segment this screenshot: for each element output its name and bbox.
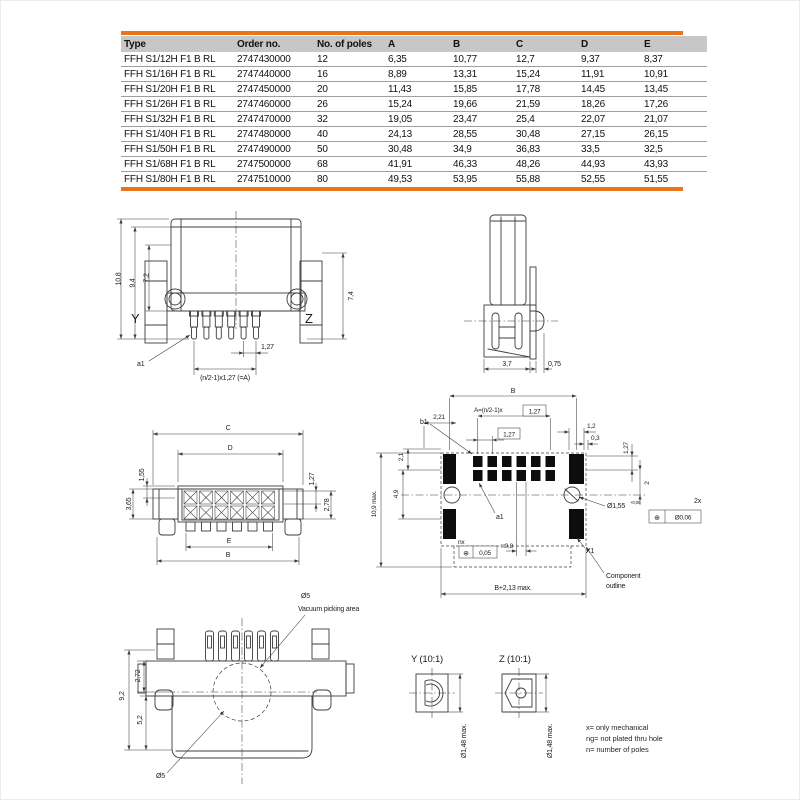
table-bottom-accent-bar xyxy=(121,187,683,191)
cell-d: 44,93 xyxy=(578,157,641,172)
nx-label: nx xyxy=(458,539,465,546)
cell-type: FFH S1/12H F1 B RL xyxy=(124,53,216,65)
cell-a: 19,05 xyxy=(385,112,450,127)
cell-e: 21,07 xyxy=(641,112,707,127)
detail-y-title: Y (10:1) xyxy=(411,654,444,665)
pad-b1-label: b1 xyxy=(420,419,428,426)
dimension-lines xyxy=(117,219,347,375)
cell-c: 55,88 xyxy=(513,172,578,187)
cell-type: FFH S1/32H F1 B RL xyxy=(121,112,234,127)
front-view-drawing xyxy=(111,207,356,387)
cell-c: 21,59 xyxy=(513,97,578,112)
dim-label-pitch-total: (n/2-1)x1,27 (=A) xyxy=(200,375,250,382)
column-header: Type xyxy=(124,38,146,50)
cell-order-no: 2747510000 xyxy=(234,172,314,187)
dim-label-a-boxed: 1,27 xyxy=(528,408,541,416)
dim-label-b: B xyxy=(510,388,516,395)
cell-a: 6,35 xyxy=(388,53,407,65)
position-tolerance-icon: ⊕ xyxy=(654,515,660,522)
vacuum-diameter-label-bottom: Ø5 xyxy=(156,773,165,780)
dim-label-1-2: 1,2 xyxy=(587,423,596,430)
legend-line: n= number of poles xyxy=(586,745,649,754)
dim-label-pitch-boxed: 1,27 xyxy=(503,431,515,439)
cell-e: 43,93 xyxy=(641,157,707,172)
dim-label-3-7: 3,7 xyxy=(502,361,512,368)
dim-label-pitch-single: 1,27 xyxy=(261,344,274,351)
dim-label-d: D xyxy=(227,445,233,452)
dim-label-7-2: 7,2 xyxy=(143,273,151,283)
dim-label-b-plus: B+2,13 max. xyxy=(494,585,532,592)
dim-label-a-prefix: A=(n/2-1)x xyxy=(474,407,503,414)
component-outline-label-1: Component xyxy=(606,573,641,580)
cell-order-no: 2747500000 xyxy=(234,157,314,172)
table-top-accent-bar xyxy=(121,31,683,35)
pin-a1-label: a1 xyxy=(137,361,145,368)
pcb-footprint-drawing xyxy=(346,386,716,611)
cell-type: FFH S1/50H F1 B RL xyxy=(121,142,234,157)
cell-b: 46,33 xyxy=(450,157,513,172)
cell-a: 30,48 xyxy=(385,142,450,157)
dim-label-0-75: 0,75 xyxy=(548,361,561,368)
hole-tolerance-label: +0,05 xyxy=(630,500,641,505)
cell-e: 10,91 xyxy=(641,67,707,82)
dimension-lines xyxy=(484,333,552,373)
column-header: C xyxy=(516,38,524,50)
table-row xyxy=(121,52,707,67)
cell-poles: 50 xyxy=(314,142,385,157)
cell-d: 9,37 xyxy=(581,53,600,65)
legend-line: x= only mechanical xyxy=(586,723,649,732)
cell-b: 53,95 xyxy=(450,172,513,187)
cell-b: 19,66 xyxy=(450,97,513,112)
cell-d: 18,26 xyxy=(578,97,641,112)
cell-e: 26,15 xyxy=(641,127,707,142)
cell-d: 33,5 xyxy=(578,142,641,157)
table-row xyxy=(121,112,707,127)
dimension-lines xyxy=(376,396,640,598)
vacuum-area-label: Vacuum picking area xyxy=(298,606,360,613)
hole-quantity-label: 2x xyxy=(694,498,701,505)
spec-table xyxy=(121,31,683,191)
cell-poles: 20 xyxy=(314,82,385,97)
table-row xyxy=(121,157,707,172)
cell-order-no: 2747450000 xyxy=(234,82,314,97)
dim-label-b: B xyxy=(225,552,231,559)
vacuum-diameter-label: Ø5 xyxy=(301,593,310,600)
side-view-drawing xyxy=(446,207,611,385)
cell-a: 24,13 xyxy=(385,127,450,142)
cell-a: 8,89 xyxy=(385,67,450,82)
dim-label-2-72: 2,72 xyxy=(135,669,142,683)
cell-type: FFH S1/68H F1 B RL xyxy=(121,157,234,172)
component-outline-label-2: outline xyxy=(606,583,626,590)
cell-c: 15,24 xyxy=(513,67,578,82)
legend-line: ng= not plated thru hole xyxy=(586,734,663,743)
component-outline-rect xyxy=(441,453,586,546)
cell-e: 13,45 xyxy=(641,82,707,97)
table-row xyxy=(121,97,707,112)
spec-table-grid xyxy=(121,36,707,186)
cell-e: 8,37 xyxy=(644,53,663,65)
cell-type: FFH S1/16H F1 B RL xyxy=(121,67,234,82)
cell-d: 52,55 xyxy=(578,172,641,187)
cell-b: 10,77 xyxy=(453,53,478,65)
dim-label-9-4: 9,4 xyxy=(129,278,137,288)
cell-e: 17,26 xyxy=(641,97,707,112)
cell-type: FFH S1/26H F1 B RL xyxy=(121,97,234,112)
cell-e: 32,5 xyxy=(641,142,707,157)
cell-a: 41,91 xyxy=(385,157,450,172)
dim-label-1-55: 1,55 xyxy=(139,468,146,482)
top-view-drawing xyxy=(109,417,364,589)
bottom-view-drawing xyxy=(109,584,379,796)
table-row xyxy=(121,82,707,97)
pad-a1-label: a1 xyxy=(496,514,504,521)
dim-label-7-4: 7,4 xyxy=(348,291,355,301)
column-header: No. of poles xyxy=(317,38,372,50)
side-profile-outline xyxy=(484,215,544,359)
section-label-y: Y xyxy=(131,311,140,326)
column-header: Order no. xyxy=(237,38,281,50)
cell-order-no: 2747480000 xyxy=(234,127,314,142)
cell-b: 28,55 xyxy=(450,127,513,142)
legend xyxy=(586,722,663,755)
dim-label-0-3: 0,3 xyxy=(591,435,600,442)
cell-b: 34,9 xyxy=(450,142,513,157)
dimension-lines xyxy=(129,430,336,565)
column-header: A xyxy=(388,38,396,50)
table-row xyxy=(121,127,707,142)
dim-label-2-1: 2,1 xyxy=(398,452,405,462)
detail-views-drawing xyxy=(399,646,589,771)
cell-poles: 12 xyxy=(317,53,328,65)
cell-poles: 80 xyxy=(314,172,385,187)
cell-order-no: 2747460000 xyxy=(234,97,314,112)
cell-order-no: 2747430000 xyxy=(237,53,291,65)
cell-c: 30,48 xyxy=(513,127,578,142)
cell-c: 48,26 xyxy=(513,157,578,172)
detail-y-dim-label: Ø1,48 max. xyxy=(461,723,468,759)
spec-table-header-row xyxy=(121,36,707,52)
dim-label-e: E xyxy=(226,538,232,545)
dim-label-2-78: 2,78 xyxy=(324,498,331,512)
detail-z-dim-label: Ø1,48 max. xyxy=(547,723,554,759)
dimension-lines xyxy=(124,615,305,773)
solder-pads xyxy=(443,454,584,539)
cell-c: 36,83 xyxy=(513,142,578,157)
cell-b: 15,85 xyxy=(450,82,513,97)
hole-diameter-label: Ø1,55 xyxy=(607,503,626,510)
hole-position-tolerance-value: Ø0,06 xyxy=(674,514,692,522)
column-header: B xyxy=(453,38,461,50)
dim-label-square-0-8: □0,8 xyxy=(500,543,513,550)
table-row xyxy=(121,172,707,187)
dim-label-2: 2 xyxy=(644,481,651,485)
spec-table-body xyxy=(121,52,707,186)
dim-label-4-9: 4,9 xyxy=(393,489,400,499)
table-row xyxy=(121,142,707,157)
cell-a: 49,53 xyxy=(385,172,450,187)
cell-type: FFH S1/80H F1 B RL xyxy=(121,172,234,187)
cell-c: 17,78 xyxy=(513,82,578,97)
section-label-z: Z xyxy=(305,311,313,326)
cell-d: 14,45 xyxy=(578,82,641,97)
cell-order-no: 2747490000 xyxy=(234,142,314,157)
cell-poles: 16 xyxy=(314,67,385,82)
x1-label: X1 xyxy=(586,548,595,555)
cell-type: FFH S1/40H F1 B RL xyxy=(121,127,234,142)
dim-label-10-8: 10,8 xyxy=(115,272,123,286)
table-row xyxy=(121,67,707,82)
dim-label-2-21: 2,21 xyxy=(433,414,445,421)
cell-type: FFH S1/20H F1 B RL xyxy=(121,82,234,97)
dim-label-9-2: 9,2 xyxy=(119,691,126,701)
cell-b: 13,31 xyxy=(450,67,513,82)
detail-y-dim xyxy=(448,674,463,712)
dim-label-c: C xyxy=(225,425,231,432)
cell-order-no: 2747440000 xyxy=(234,67,314,82)
cell-poles: 32 xyxy=(314,112,385,127)
cell-a: 15,24 xyxy=(385,97,450,112)
dim-label-10-9: 10,9 max. xyxy=(371,490,378,518)
cell-b: 23,47 xyxy=(450,112,513,127)
dim-label-row-pitch: 1,27 xyxy=(623,442,630,454)
dim-label-1-27: 1,27 xyxy=(309,472,316,486)
cell-c: 12,7 xyxy=(516,53,535,65)
column-header: D xyxy=(581,38,589,50)
cell-d: 22,07 xyxy=(578,112,641,127)
cell-e: 51,55 xyxy=(641,172,707,187)
solder-pins xyxy=(190,311,261,339)
cell-c: 25,4 xyxy=(513,112,578,127)
column-header: E xyxy=(644,38,651,50)
cell-d: 27,15 xyxy=(578,127,641,142)
contact-grid xyxy=(184,491,275,519)
connector-housing-outline xyxy=(145,219,322,343)
cell-poles: 26 xyxy=(314,97,385,112)
dim-label-3-65: 3,65 xyxy=(126,497,133,511)
detail-z-title: Z (10:1) xyxy=(499,654,531,665)
cell-poles: 68 xyxy=(314,157,385,172)
bottom-view-outline xyxy=(138,629,354,758)
nx-tolerance-value: 0,05 xyxy=(479,550,491,557)
position-tolerance-icon: ⊕ xyxy=(463,550,469,558)
cell-poles: 40 xyxy=(314,127,385,142)
cell-d: 11,91 xyxy=(578,67,641,82)
cell-order-no: 2747470000 xyxy=(234,112,314,127)
dim-label-5-2: 5,2 xyxy=(137,715,144,725)
cell-a: 11,43 xyxy=(385,82,450,97)
